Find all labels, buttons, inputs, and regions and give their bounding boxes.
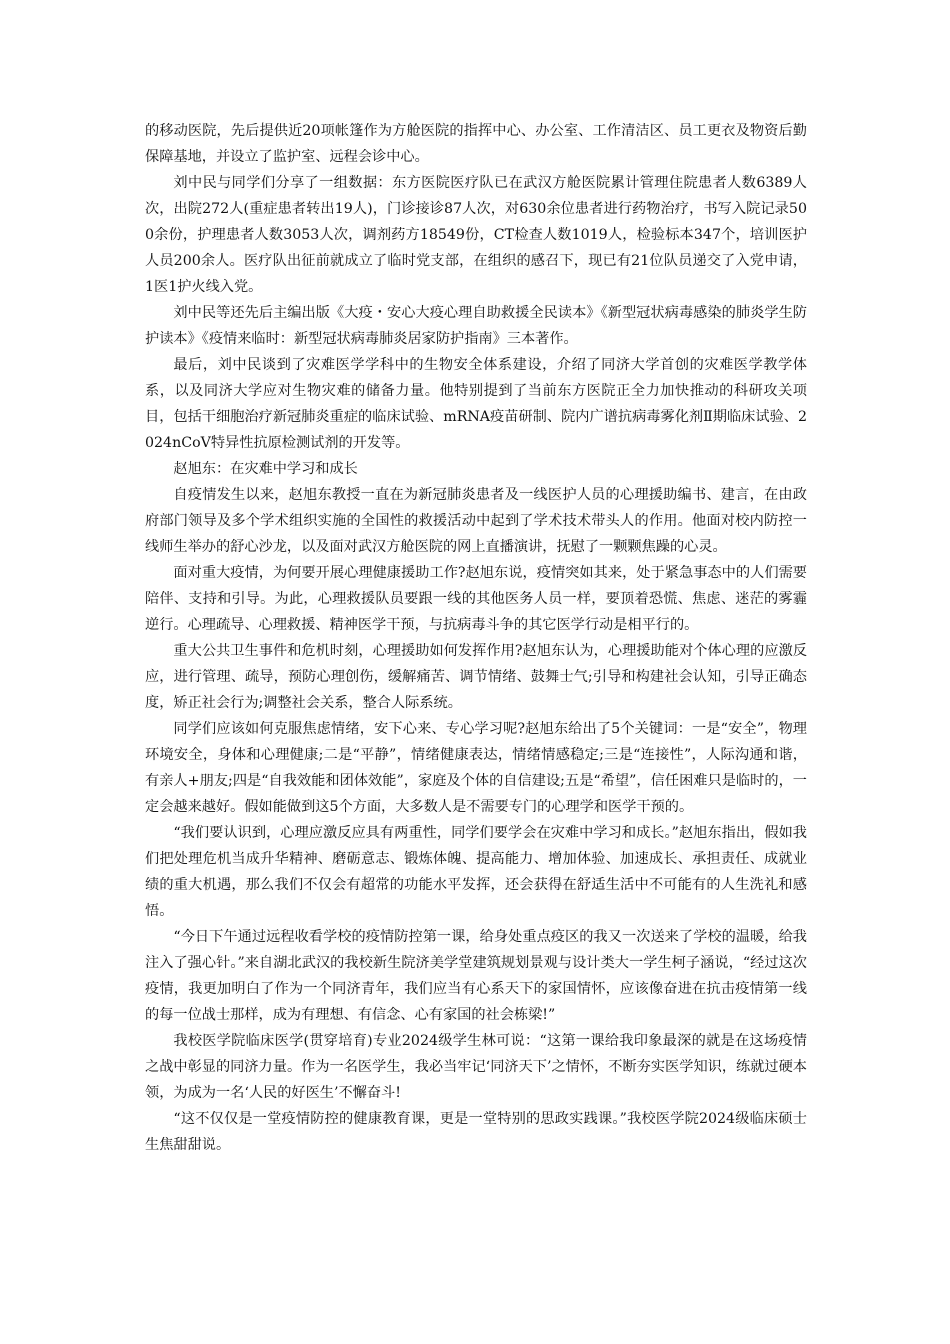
paragraph-psych-aid: 自疫情发生以来，赵旭东教授一直在为新冠肺炎患者及一线医护人员的心理援助编书、建言，在由政府部门领导及多个学术组织实施的全国性的救援活动中起到了学术技术带头人的作用。他面对校内防控一线师生举办的舒心沙龙，以及面对武汉方舱医院的网上直播演讲，抚慰了一颗颗焦躁的心灵。 [145, 487, 807, 555]
paragraph-student-quote-2: 我校医学院临床医学(贯穿培育)专业2024级学生林可说：“这第一课给我印象最深的就是在这场疫情之战中彰显的同济力量。作为一名医学生，我必当牢记‘同济天下’之情怀，不断夯实医学知识，练就过硬本领，为成为一名‘人民的好医生’不懈奋斗! [145, 1033, 807, 1101]
section-heading: 赵旭东：在灾难中学习和成长 [173, 461, 358, 477]
paragraph-why-aid: 面对重大疫情，为何要开展心理健康援助工作?赵旭东说，疫情突如其来，处于紧急事态中的人们需要陪伴、支持和引导。为此，心理救援队员要跟一线的其他医务人员一样，要顶着恐慌、焦虑、迷茫的雾霾逆行。心理疏导、心理救援、精神医学干预，与抗病毒斗争的其它医学行动是相平行的。 [145, 565, 807, 633]
paragraph-how-aid: 重大公共卫生事件和危机时刻，心理援助如何发挥作用?赵旭东认为，心理援助能对个体心理的应激反应，进行管理、疏导，预防心理创伤，缓解痛苦、调节情绪、鼓舞士气;引导和构建社会认知，引导正确态度，矫正社会行为;调整社会关系，整合人际系统。 [145, 643, 807, 711]
paragraph-statistics: 刘中民与同学们分享了一组数据：东方医院医疗队已在武汉方舱医院累计管理住院患者人数6389人次，出院272人(重症患者转出19人)，门诊接诊87人次，对630余位患者进行药物治疗，书写入院记录500余份，护理患者人数3053人次，调剂药方18549份，CT检查人数1019人，检验标本347个，培训医护人员200余人。医疗队出征前就成立了临时党支部，在组织的感召下，现已有21位队员递交了入党申请，1医1护火线入党。 [145, 175, 807, 295]
paragraph-student-quote-1: “今日下午通过远程收看学校的疫情防控第一课，给身处重点疫区的我又一次送来了学校的温暖，给我注入了强心针。”来自湖北武汉的我校新生院济美学堂建筑规划景观与设计类大一学生柯子涵说，“经过这次疫情，我更加明白了作为一个同济青年，我们应当有心系天下的家国情怀，应该像奋进在抗击疫情第一线的每一位战士那样，成为有理想、有信念、心有家国的社会栋梁!” [145, 929, 807, 1023]
article-body [145, 118, 807, 1158]
paragraph-publications: 刘中民等还先后主编出版《大疫・安心大疫心理自助救援全民读本》《新型冠状病毒感染的肺炎学生防护读本》《疫情来临时：新型冠状病毒肺炎居家防护指南》三本著作。 [145, 305, 807, 347]
paragraph-student-quote-3: “这不仅仅是一堂疫情防控的健康教育课，更是一堂特别的思政实践课。”我校医学院2024级临床硕士生焦甜甜说。 [145, 1111, 807, 1153]
paragraph-biosafety: 最后，刘中民谈到了灾难医学学科中的生物安全体系建设，介绍了同济大学首创的灾难医学教学体系，以及同济大学应对生物灾难的储备力量。他特别提到了当前东方医院正全力加快推动的科研攻关项目，包括干细胞治疗新冠肺炎重症的临床试验、mRNA疫苗研制、院内广谱抗病毒雾化剂Ⅱ期临床试验、2024nCoV特异性抗原检测试剂的开发等。 [145, 357, 807, 451]
paragraph-keywords: 同学们应该如何克服焦虑情绪，安下心来、专心学习呢?赵旭东给出了5个关键词：一是“安全”，物理环境安全，身体和心理健康;二是“平静”，情绪健康表达，情绪情感稳定;三是“连接性”，人际沟通和谐，有亲人+朋友;四是“自我效能和团体效能”，家庭及个体的自信建设;五是“希望”，信任困难只是临时的，一定会越来越好。假如能做到这5个方面，大多数人是不需要专门的心理学和医学干预的。 [145, 721, 807, 815]
paragraph-duality: “我们要认识到，心理应激反应具有两重性，同学们要学会在灾难中学习和成长。”赵旭东指出，假如我们把处理危机当成升华精神、磨砺意志、锻炼体魄、提高能力、增加体验、加速成长、承担责任、成就业绩的重大机遇，那么我们不仅会有超常的功能水平发挥，还会获得在舒适生活中不可能有的人生洗礼和感悟。 [145, 825, 807, 919]
paragraph-continuation: 的移动医院，先后提供近20项帐篷作为方舱医院的指挥中心、办公室、工作清洁区、员工更衣及物资后勤保障基地，并设立了监护室、远程会诊中心。 [145, 123, 807, 165]
